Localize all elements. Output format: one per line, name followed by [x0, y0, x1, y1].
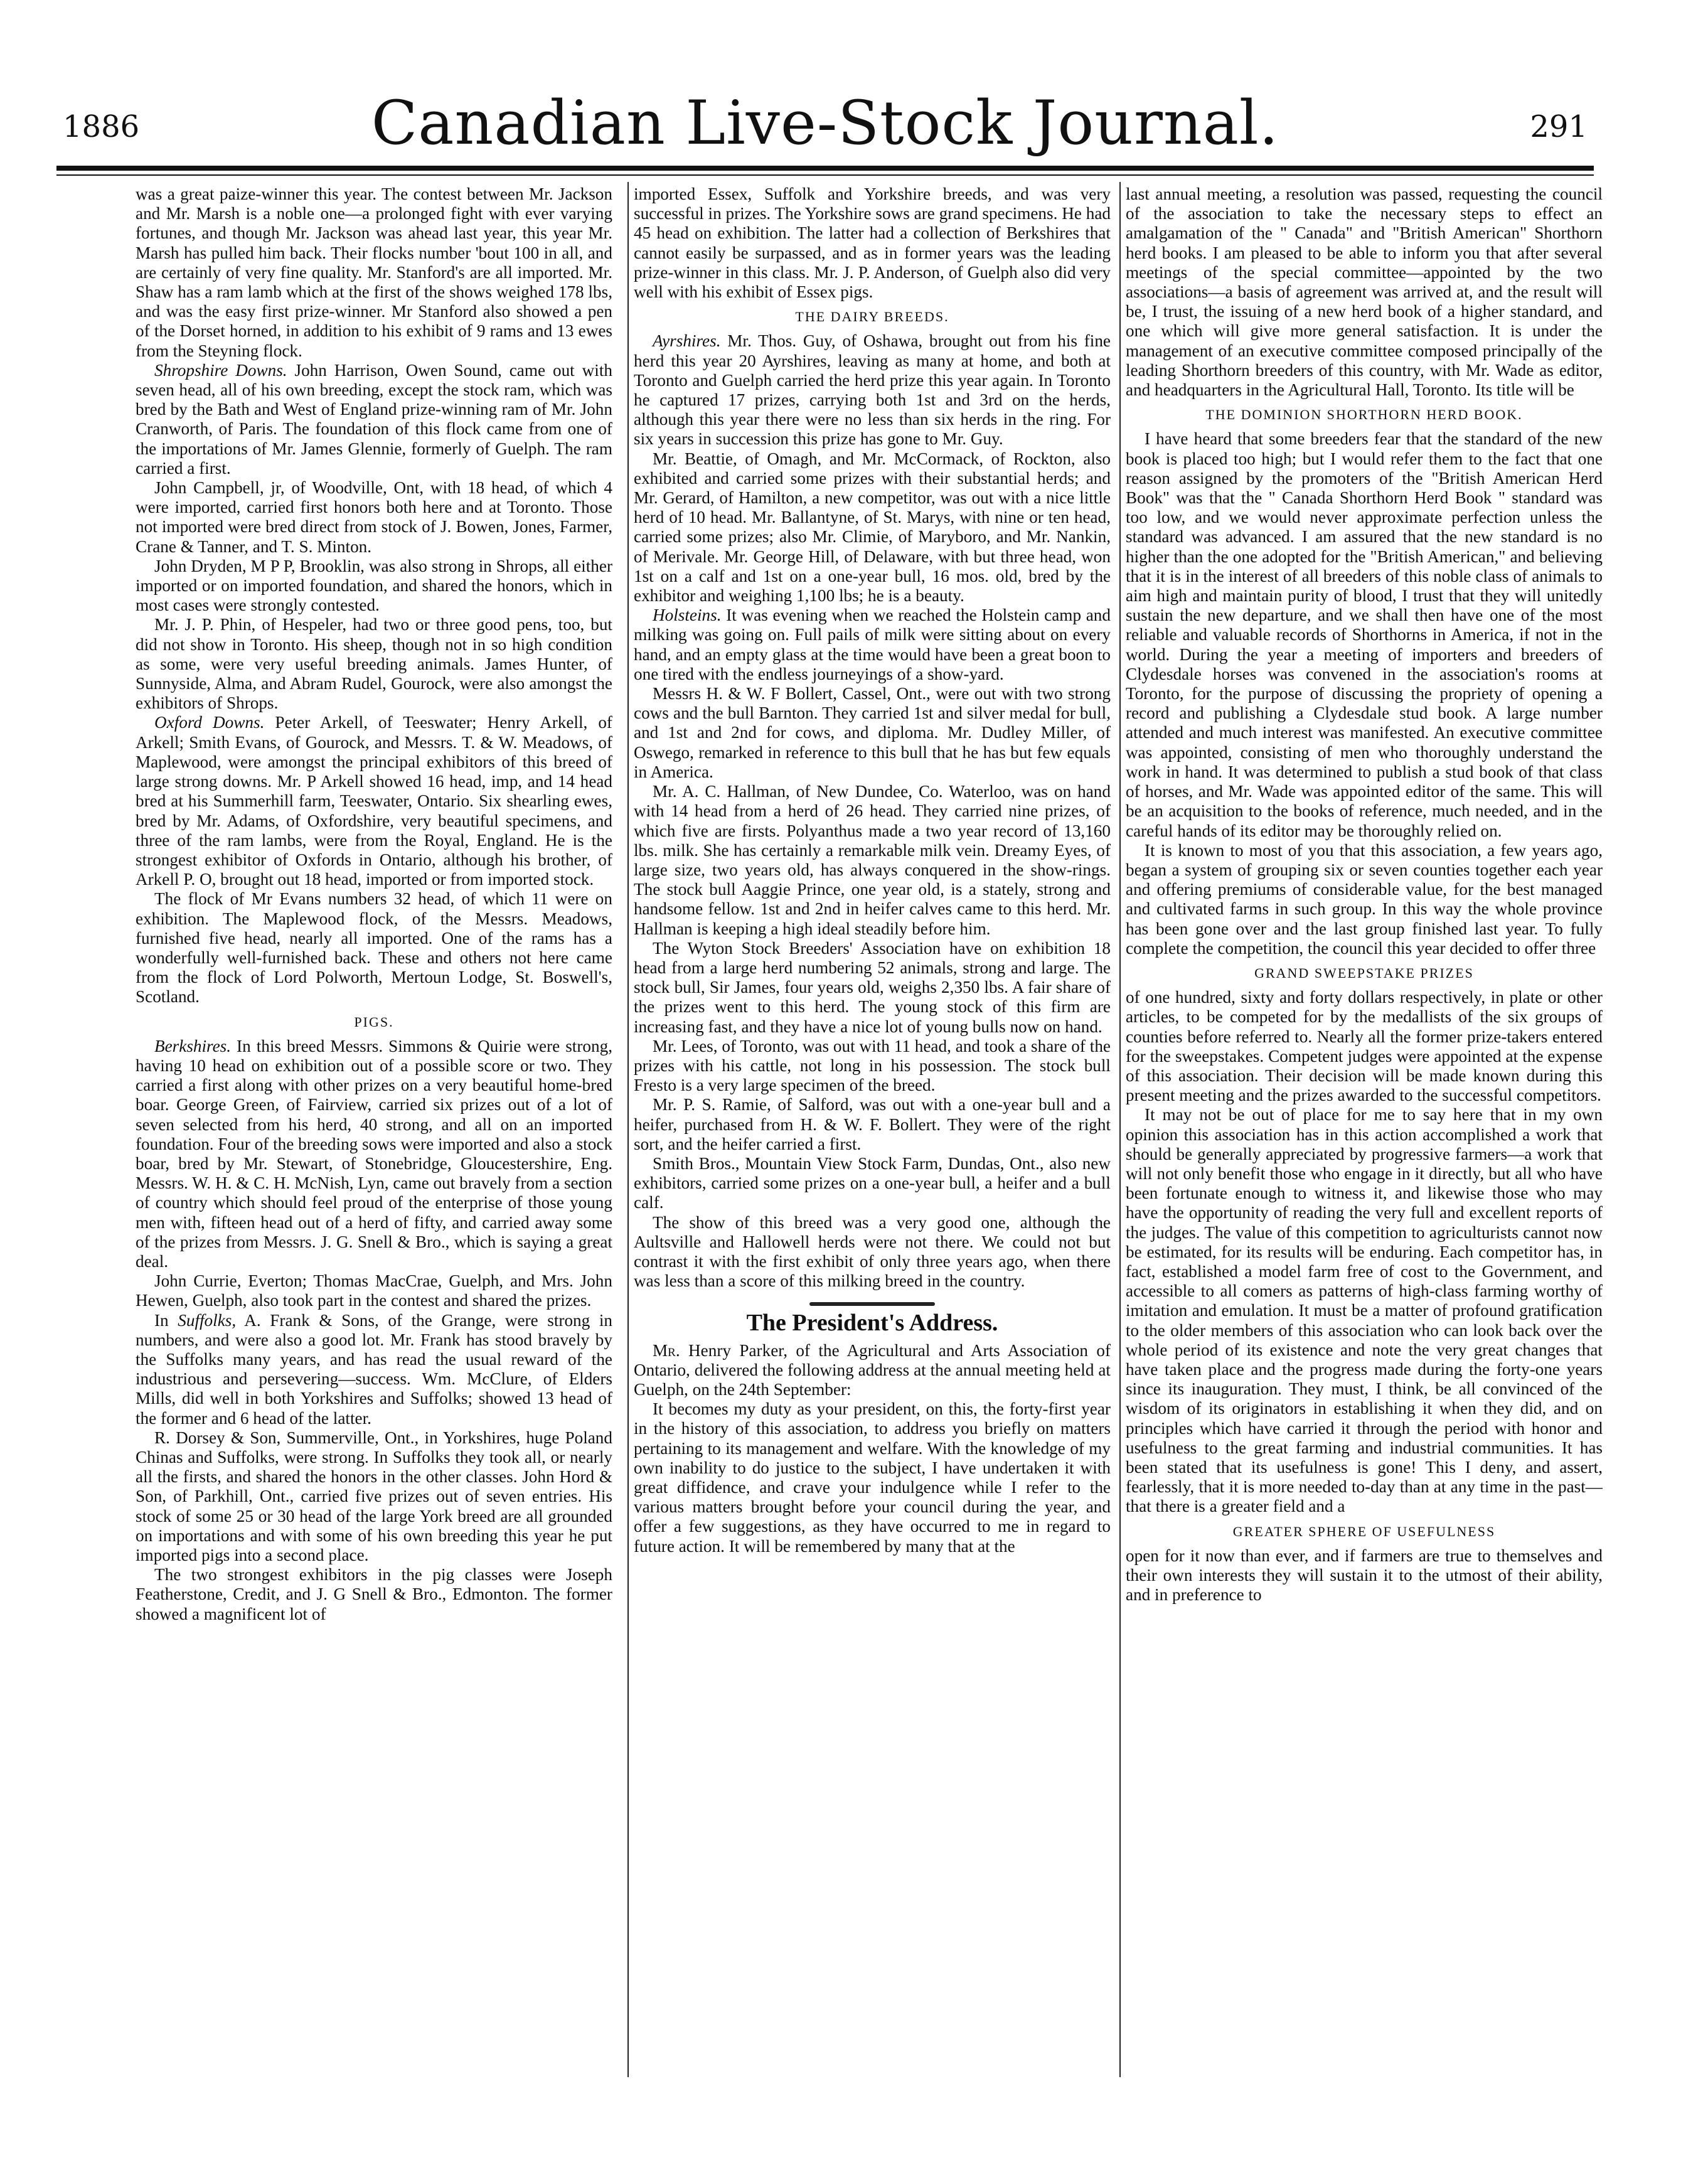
section-heading: GREATER SPHERE OF USEFULNESS [1232, 1523, 1496, 1539]
paragraph: imported Essex, Suffolk and Yorkshire breeds, and was very successful in prizes. The Yorkshire sows are grand specimens. He had 45 head on exhibition. The latter had a collection of Berkshires that cannot easily be surpassed, and as in former years was the leading prize-winner in this class. Mr. J. P. Anderson, of Guelph also did very well with his exhibit of Essex pigs. [634, 184, 1111, 302]
column-3 [1126, 184, 1603, 1605]
section-heading: THE DAIRY BREEDS. [795, 309, 949, 325]
masthead-rule-thick [56, 166, 1594, 171]
paragraph: It becomes my duty as your president, on this, the forty-first year in the history of this association, to address you briefly on matters pertaining to its management and welfare. With the knowledge of my own inability to do justice to the subject, I have undertaken it with great diffidence, and crave your indulgence while I refer to the various matters brought before your council during the year, and offer a few suggestions, as they have occurred to me in regard to future action. It will be remembered by many that at the [634, 1399, 1111, 1556]
breed-lead: Shropshire Downs. [154, 360, 287, 380]
paragraph: Mr. Beattie, of Omagh, and Mr. McCormack, of Rockton, also exhibited and carried some prizes with their substantial herds; and Mr. Gerard, of Hamilton, a new competitor, was out with a nice little herd of 10 head. Mr. Ballantyne, of St. Marys, with nine or ten head, carried some prizes; also Mr. Climie, of Maryboro, and Mr. Nankin, of Merivale. Mr. George Hill, of Delaware, with but three head, won 1st on a calf and 1st on a one-year bull, 16 mos. old, bred by the exhibitor and weighing 1,100 lbs; he is a beauty. [634, 449, 1111, 606]
breed-lead: Berkshires. [154, 1036, 232, 1056]
page-number: 291 [1530, 109, 1588, 144]
paragraph: Holsteins. It was evening when we reached the Holstein camp and milking was going on. Full pails of milk were sitting about on every hand, and an empty glass at the time would have been a great boon to one tired with the endless journeyings of a show-yard. [634, 606, 1111, 683]
section-heading: THE DOMINION SHORTHORN HERD BOOK. [1205, 407, 1523, 423]
paragraph: open for it now than ever, and if farmers are true to themselves and their own interests they will sustain it to the utmost of their ability, and in preference to [1126, 1546, 1603, 1605]
paragraph: John Campbell, jr, of Woodville, Ont, with 18 head, of which 4 were imported, carried first honors both here and at Toronto. Those not imported were bred direct from stock of J. Bowen, Jones, Farmer, Crane & Tanner, and T. S. Minton. [136, 478, 612, 556]
paragraph: Messrs H. & W. F Bollert, Cassel, Ont., were out with two strong cows and the bull Barnton. They carried 1st and silver medal for bull, and 1st and 2nd for cows, and diploma. Mr. Dudley Miller, of Oswego, remarked in reference to this bull that he has but few equals in America. [634, 684, 1111, 781]
column-separator [1119, 182, 1121, 2077]
paragraph: Mr. J. P. Phin, of Hespeler, had two or three good pens, too, but did not show in Toronto. His sheep, though not in so high condition as some, were very useful breeding animals. James Hunter, of Sunnyside, Alma, and Abram Rudel, Gourock, were also amongst the exhibitors of Shrops. [136, 615, 612, 713]
masthead-rule-thin [56, 174, 1594, 176]
paragraph: It is known to most of you that this association, a few years ago, began a system of grouping six or seven counties together each year and offering premiums of considerable value, for the best managed and cultivated farms in such group. In this way the whole province has been gone over and the last group finished last year. To fully complete the competition, the council this year decided to offer three [1126, 840, 1603, 958]
paragraph: last annual meeting, a resolution was passed, requesting the council of the association to take the necessary steps to effect an amalgamation of the " Canada" and "British American" Shorthorn herd books. I am pleased to be able to inform you that after several meetings of the special committee—appointed by the two associations—a basis of agreement was arrived at, and the result will be, I trust, the issuing of a new herd book of a higher standard, and one which will give more general satisfaction. It is under the management of an executive committee composed principally of the leading Shorthorn breeders of this country, with Mr. Wade as editor, and headquarters in the Agricultural Hall, Toronto. Its title will be [1126, 184, 1603, 400]
paragraph: Smith Bros., Mountain View Stock Farm, Dundas, Ont., also new exhibitors, carried some prizes on a one-year bull, a heifer and a bull calf. [634, 1153, 1111, 1212]
paragraph: John Dryden, M P P, Brooklin, was also strong in Shrops, all either imported or on imported foundation, and shared the honors, which in most cases were strongly contested. [136, 556, 612, 615]
paragraph: of one hundred, sixty and forty dollars respectively, in plate or other articles, to be competed for by the medallists of the six groups of counties before referred to. Nearly all the former prize-takers entered for the sweepstakes. Competent judges were appointed at the expense of this association. Their decision will be made known during this present meeting and the prizes awarded to the successful competitors. [1126, 988, 1603, 1105]
journal-title: Canadian Live-Stock Journal. [371, 88, 1279, 158]
paragraph: The Wyton Stock Breeders' Association have on exhibition 18 head from a large herd numbering 52 animals, strong and large. The stock bull, Sir James, four years old, weighs 2,350 lbs. A fair share of the prizes went to this herd. The young stock of this firm are increasing fast, and they have a nice lot of young bulls now on hand. [634, 938, 1111, 1036]
paragraph: The show of this breed was a very good one, although the Aultsville and Hallowell herds were not there. We could not but contrast it with the first exhibit of only three years ago, when there was less than a score of this milking breed in the country. [634, 1212, 1111, 1291]
section-heading: GRAND SWEEPSTAKE PRIZES [1254, 965, 1474, 981]
breed-lead: Suffolks, [178, 1310, 237, 1330]
paragraph: It may not be out of place for me to say here that in my own opinion this association has in this action accomplished a work that should be generally appreciated by progressive farmers—a work that will not only benefit those who engage in it directly, but all who have been fortunate enough to witness it, and likewise those who may have the opportunity of reading the very full and excellent reports of the judges. The value of this competition to agriculturists cannot now be estimated, for its results will be enduring. Each competitor has, in fact, established a model farm free of cost to the Government, and accessible to all comers as patterns of high-class farming worthy of imitation and emulation. It must be a matter of profound gratification to the older members of this association who can look back over the whole period of its existence and note the very great changes that have taken place and the progress made during the forty-one years since its inauguration. They must, I think, be all convinced of the wisdom of its originators in establishing it when they did, and on principles which have carried it through the period with honor and usefulness to the great farming and industrial communities. It has been stated that its usefulness is gone! This I deny, and assert, fearlessly, that it is more needed to-day than at any time in the past—that there is a greater field and a [1126, 1105, 1603, 1516]
paragraph: In Suffolks, A. Frank & Sons, of the Grange, were strong in numbers, and were also a good lot. Mr. Frank has stood bravely by the Suffolks many years, and has read the usual reward of the industrious and persevering—success. Wm. McClure, of Elders Mills, did well in both Yorkshires and Suffolks; showed 13 head of the former and 6 head of the latter. [136, 1310, 612, 1428]
paragraph: The flock of Mr Evans numbers 32 head, of which 11 were on exhibition. The Maplewood flock, of the Messrs. Meadows, furnished five head, nearly all imported. One of the rams has a wonderfully well-furnished back. These and others not here came from the flock of Lord Polworth, Mertoun Lodge, St. Boswell's, Scotland. [136, 889, 612, 1007]
paragraph: R. Dorsey & Son, Summerville, Ont., in Yorkshires, huge Poland Chinas and Suffolks, were strong. In Suffolks they took all, or nearly all the firsts, and shared the honors in the other classes. John Hord & Son, of Parkhill, Ont., carried five prizes out of seven entries. His stock of some 25 or 30 head of the large York breed are all grounded on importations and with some of his own breeding this year he put imported pigs into a second place. [136, 1428, 612, 1565]
masthead [56, 88, 1594, 163]
paragraph: Mr. A. C. Hallman, of New Dundee, Co. Waterloo, was on hand with 14 head from a herd of 26 head. They carried nine prizes, of which five are firsts. Polyanthus made a two year record of 13,160 lbs. milk. She has certainly a remarkable milk vein. Dreamy Eyes, of large size, two years old, has always conquered in the show-rings. The stock bull Aaggie Prince, one year old, is a stately, strong and handsome fellow. 1st and 2nd in heifer calves came to this herd. Mr. Hallman is keeping a high ideal steadily before him. [634, 782, 1111, 938]
paragraph: Mr. Lees, of Toronto, was out with 11 head, and took a share of the prizes with his cattle, not long in his possession. The stock bull Fresto is a very large specimen of the breed. [634, 1036, 1111, 1095]
section-ornament [809, 1302, 935, 1306]
paragraph: was a great paize-winner this year. The contest between Mr. Jackson and Mr. Marsh is a noble one—a prolonged fight with ever varying fortunes, and though Mr. Jackson was ahead last year, this year Mr. Marsh has pulled him back. Their flocks number 'bout 100 in all, and are certainly of very fine quality. Mr. Stanford's are all imported. Mr. Shaw has a ram lamb which at the first of the shows weighed 178 lbs, and was the easy first prize-winner. Mr Stanford also showed a pen of the Dorset horned, in addition to his exhibit of 9 rams and 13 ewes from the Steyning flock. [136, 184, 612, 360]
paragraph: Ayrshires. Mr. Thos. Guy, of Oshawa, brought out from his fine herd this year 20 Ayrshires, leaving as many at home, and both at Toronto and Guelph carried the herd prize this year again. In Toronto he captured 17 prizes, carrying both 1st and 3rd on the herds, although this year there were no less than six herds in the ring. For six years in succession this prize has gone to Mr. Guy. [634, 331, 1111, 449]
breed-lead: Holsteins. [653, 606, 722, 625]
lead-word: Mr. [653, 1340, 680, 1360]
breed-lead: Oxford Downs. [154, 713, 265, 732]
column-1 [136, 184, 612, 1624]
paragraph: Shropshire Downs. John Harrison, Owen Sound, came out with seven head, all of his own breeding, except the stock ram, which was bred by the Bath and West of England prize-winning ram of Mr. John Cranworth, of Paris. The foundation of this flock came from one of the importations of Mr. James Glennie, formerly of Guelph. The ram carried a first. [136, 360, 612, 478]
column-2 [634, 184, 1111, 1556]
breed-lead: Ayrshires. [653, 331, 721, 351]
paragraph: Mr. P. S. Ramie, of Salford, was out with a one-year bull and a heifer, purchased from H. & W. F. Bollert. They were of the right sort, and the heifer carried a first. [634, 1095, 1111, 1153]
paragraph: Berkshires. In this breed Messrs. Simmons & Quirie were strong, having 10 head on exhibition out of a possible score or two. They carried a first along with other prizes on a very beautiful home-bred boar. George Green, of Fairview, carried six prizes out of a lot of seven selected from his herd, 40 strong, and all on an imported foundation. Four of the breeding sows were imported and also a stock boar, bred by Mr. Stewart, of Stonebridge, Gloucestershire, Eng. Messrs. W. H. & C. H. McNish, Lyn, came out bravely from a section of country which should feel proud of the enterprise of those young men with, fifteen head out of a herd of fifty, and carried away some of the prizes from Messrs. J. G. Snell & Bro., which is saying a great deal. [136, 1036, 612, 1271]
paragraph: Mr. Henry Parker, of the Agricultural and Arts Association of Ontario, delivered the following address at the annual meeting held at Guelph, on the 24th September: [634, 1340, 1111, 1399]
paragraph: Oxford Downs. Peter Arkell, of Teeswater; Henry Arkell, of Arkell; Smith Evans, of Gourock, and Messrs. T. & W. Meadows, of Maplewood, were amongst the principal exhibitors of this breed of large strong downs. Mr. P Arkell showed 16 head, imp, and 14 head bred at his Summerhill farm, Teeswater, Ontario. Six shearling ewes, bred by Mr. Adams, of Oxfordshire, very beautiful specimens, and three of the ram lambs, were from the Royal, England. He is the strongest exhibitor of Oxfords in Ontario, although his brother, of Arkell P. O, brought out 18 head, imported or from imported stock. [136, 713, 612, 889]
paragraph: John Currie, Everton; Thomas MacCrae, Guelph, and Mrs. John Hewen, Guelph, also took part in the contest and shared the prizes. [136, 1271, 612, 1310]
year: 1886 [63, 109, 140, 144]
article-heading: The President's Address. [746, 1310, 998, 1337]
paragraph: I have heard that some breeders fear that the standard of the new book is placed too high; but I would refer them to the fact that one reason assigned by the promoters of the "British American Herd Book" was that the " Canada Shorthorn Herd Book " standard was too low, and we would never approximate perfection unless the standard was advanced. I am assured that the new standard is no higher than the one adopted for the "British American," and believing that it is in the interest of all breeders of this noble class of animals to aim high and maintain purity of blood, I trust that they will unitedly sustain the new departure, and we shall then have one of the most reliable and valuable records of Shorthorns in America, if not in the world. During the year a meeting of importers and breeders of Clydesdale horses was convened in the association's rooms at Toronto, for the purpose of discussing the propriety of opening a record and publishing a Clydesdale stud book. A large number attended and much interest was manifested. An executive committee was appointed, consisting of men who thoroughly understand the work in hand. It was determined to publish a stud book of that class of horses, and Mr. Wade was appointed editor of the same. This will be an acquisition to the books of reference, much needed, and in the careful hands of its editor may be thoroughly relied on. [1126, 429, 1603, 840]
column-separator [627, 182, 629, 2077]
section-heading: PIGS. [354, 1013, 394, 1030]
paragraph: The two strongest exhibitors in the pig classes were Joseph Featherstone, Credit, and J. G Snell & Bro., Edmonton. The former showed a magnificent lot of [136, 1565, 612, 1623]
